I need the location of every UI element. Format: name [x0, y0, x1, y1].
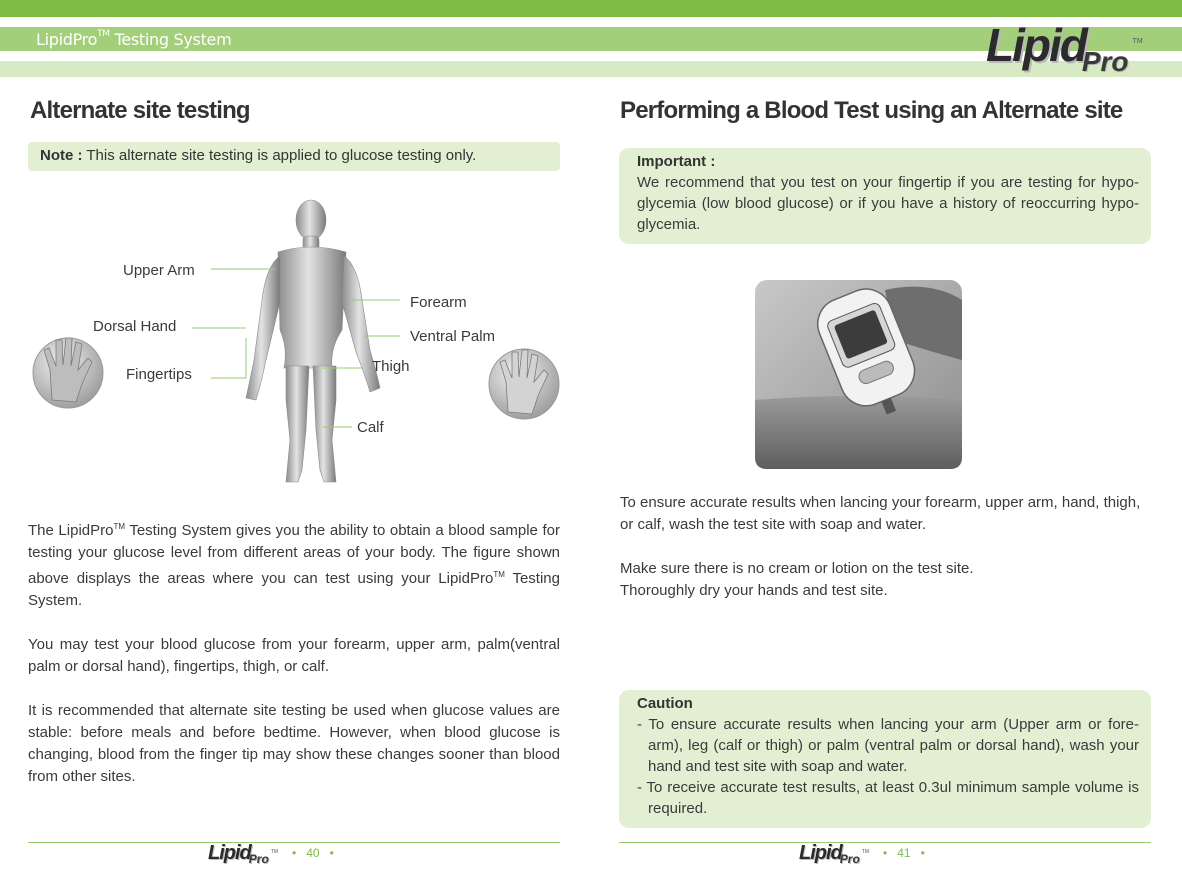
right-paragraph-3: Thoroughly dry your hands and test site.: [620, 582, 888, 599]
left-paragraph-2: You may test your blood glucose from your forearm, upper arm, palm(ventral palm or dorsal hand), fingertips, thigh, or calf.: [28, 636, 560, 675]
right-footer-rule: [619, 842, 1151, 843]
human-silhouette: [246, 200, 380, 482]
important-box: [619, 148, 1151, 244]
label-calf: Calf: [357, 419, 384, 436]
important-text: We recommend that you test on your fingertip if you are testing for hypo-glycemia (low blood glucose) or if you have a history of reoccurring hypo-glycemia.: [637, 174, 1139, 233]
label-fingertips: Fingertips: [126, 366, 192, 383]
label-thigh: Thigh: [372, 358, 410, 375]
important-title: Important :: [637, 153, 716, 170]
left-body-text: [28, 516, 560, 810]
right-paragraph-2: Make sure there is no cream or lotion on the test site.: [620, 560, 974, 577]
page-number-left: • 40 •: [292, 846, 334, 860]
left-heading: Alternate site testing: [30, 97, 250, 124]
header-title: LipidPro™ Testing System: [36, 29, 232, 49]
device-photo: [755, 280, 962, 469]
page-number-right: • 41 •: [883, 846, 925, 860]
left-paragraph-3: It is recommended that alternate site testing be used when glucose values are stable: before meals and before bedtime. However, when blood glucose is changing, blood from the finger tip may show these changes sooner than blood from other sites.: [28, 702, 560, 785]
hand-image-dorsal: [33, 338, 103, 408]
caution-box: [619, 690, 1151, 828]
hand-image-ventral: [489, 349, 559, 419]
caution-item-2: - To receive accurate test results, at least 0.3ul minimum sample volume is required.: [637, 779, 1139, 817]
right-paragraph-1: To ensure accurate results when lancing your forearm, upper arm, hand, thigh, or calf, wash the test site with soap and water.: [620, 494, 1141, 533]
left-paragraph-1: The LipidPro™ Testing System gives you the ability to obtain a blood sample for testing your glucose level from different areas of your body. The figure shown above displays the areas where you can test using your LipidPro™ Testing System.: [28, 522, 560, 609]
caution-item-1: - To ensure accurate results when lancing your arm (Upper arm or fore-arm), leg (calf or thigh) or palm (ventral palm or dorsal hand), wash your hand and test site with soap and water.: [637, 716, 1139, 775]
lipidpro-logo: LipidPro™: [986, 19, 1143, 77]
label-forearm: Forearm: [410, 294, 467, 311]
header-band-top: [0, 0, 1182, 17]
label-ventral-palm: Ventral Palm: [410, 328, 496, 345]
label-upper-arm: Upper Arm: [123, 262, 195, 279]
footer-logo-right: Lipid$_{Pro}$ ™: [799, 842, 870, 866]
body-figure: [0, 190, 590, 500]
caution-title: Caution: [637, 695, 693, 712]
label-dorsal-hand: Dorsal Hand: [93, 318, 177, 335]
right-heading: Performing a Blood Test using an Alternate site: [620, 97, 1123, 124]
right-body-text: [620, 492, 1152, 602]
note-box: Note : This alternate site testing is applied to glucose testing only.: [28, 142, 560, 171]
footer-logo-left: Lipid$_{Pro}$ ™: [208, 842, 279, 866]
left-footer-rule: [28, 842, 560, 843]
